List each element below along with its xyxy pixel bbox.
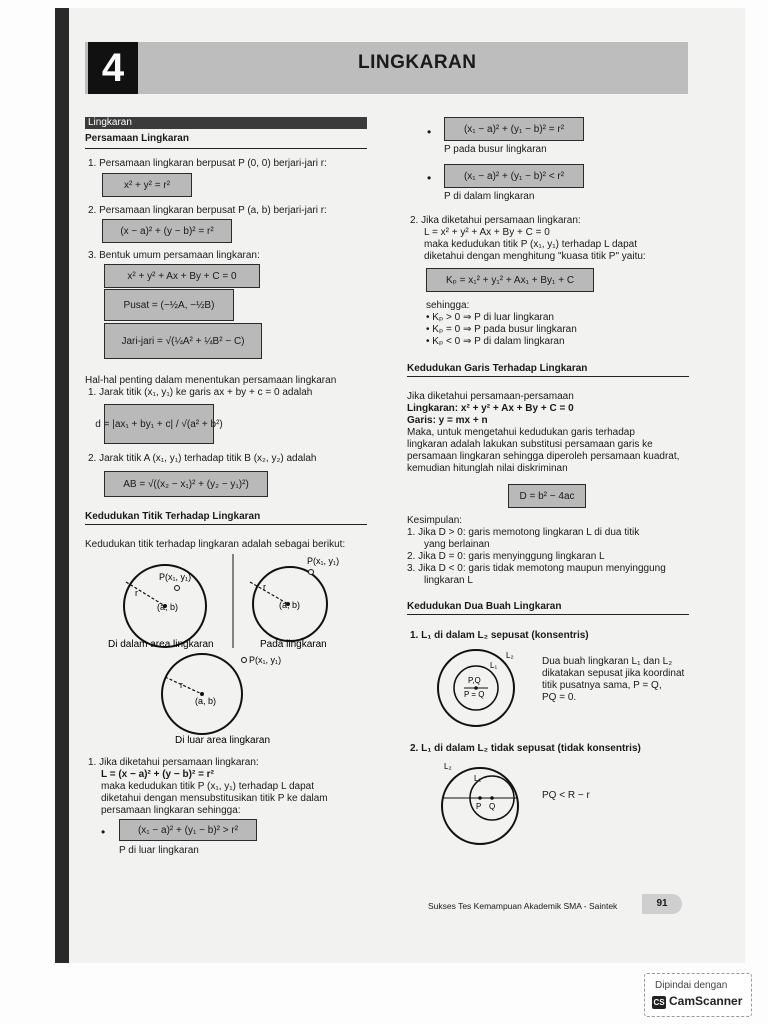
section-title-garis: Kedudukan Garis Terhadap Lingkaran xyxy=(407,363,588,374)
formula-text: (x₁ − a)² + (y₁ − b)² < r² xyxy=(463,170,565,182)
camscanner-logo-icon: CS xyxy=(653,998,665,1007)
pts2-desc1: maka kedudukan titik P (x₁, y₁) terhadap L dapat xyxy=(424,239,637,250)
formula-text: (x₁ − a)² + (y₁ − b)² = r² xyxy=(463,123,565,135)
kp-3: • Kₚ < 0 ⇒ P di dalam lingkaran xyxy=(426,336,565,347)
kp-2: • Kₚ = 0 ⇒ P pada busur lingkaran xyxy=(426,324,577,335)
chapter-title: LINGKARAN xyxy=(358,52,477,73)
pq-label: P,Q xyxy=(468,676,481,685)
chapter-number: 4 xyxy=(88,42,138,94)
point-position-diagram xyxy=(85,552,367,752)
point-p xyxy=(242,658,247,663)
formula-text: x² + y² + Ax + By + C = 0 xyxy=(127,270,237,282)
formula-text: Pusat = (−½A, −½B) xyxy=(123,299,215,311)
garis-desc1: Maka, untuk mengetahui kedudukan garis terhadap xyxy=(407,427,635,438)
q-label: Q xyxy=(489,802,496,811)
kp-1: • Kₚ > 0 ⇒ P di luar lingkaran xyxy=(426,312,554,323)
kesimpulan-3b: lingkaran L xyxy=(424,575,473,586)
pts1-eq: L = (x − a)² + (y − b)² = r² xyxy=(101,769,214,780)
page-spine xyxy=(55,8,69,963)
bullet: • xyxy=(427,171,432,185)
r-label: r xyxy=(180,680,183,690)
garis-desc2: lingkaran adalah lakukan substitusi persamaan garis ke xyxy=(407,439,653,450)
pts1-text: 1. Jika diketahui persamaan lingkaran: xyxy=(88,757,259,768)
bullet: • xyxy=(101,825,106,839)
bullet-on-caption: P pada busur lingkaran xyxy=(444,144,547,155)
hal-2-text: 2. Jarak titik A (x₁, y₁) terhadap titik B (x₂, y₂) adalah xyxy=(88,453,317,464)
page-number: 91 xyxy=(642,894,682,914)
garis-intro: Jika diketahui persamaan-persamaan xyxy=(407,391,574,402)
l1-label: L₁ xyxy=(474,774,482,783)
titik-intro: Kedudukan titik terhadap lingkaran adalah sebagai berikut: xyxy=(85,539,346,550)
hal-penting-text: Hal-hal penting dalam menentukan persamaan lingkaran xyxy=(85,375,337,386)
kesimpulan-2: 2. Jika D = 0: garis menyinggung lingkaran L xyxy=(407,551,605,562)
kesimpulan-1b: yang berlainan xyxy=(424,539,490,550)
section-bar xyxy=(85,117,367,129)
formula-box xyxy=(508,484,586,508)
item-3-text: 3. Bentuk umum persamaan lingkaran: xyxy=(88,250,260,261)
garis-garis: Garis: y = mx + n xyxy=(407,415,488,426)
pts1-desc3: persamaan lingkaran sehingga: xyxy=(101,805,241,816)
concentric-circles-diagram xyxy=(430,646,530,736)
pts1-desc1: maka kedudukan titik P (x₁, y₁) terhadap L dapat xyxy=(101,781,314,792)
dua-2-title: 2. L₁ di dalam L₂ tidak sepusat (tidak konsentris) xyxy=(410,743,641,754)
section-title-persamaan: Persamaan Lingkaran xyxy=(85,133,189,144)
formula-box xyxy=(444,164,584,188)
dua-1-desc2: dikatakan sepusat jika koordinat xyxy=(542,668,685,679)
dua-1-title: 1. L₁ di dalam L₂ sepusat (konsentris) xyxy=(410,630,589,641)
pts2-desc2: diketahui dengan menghitung "kuasa titik P" yaitu: xyxy=(424,251,646,262)
divider xyxy=(85,524,367,525)
stamp-line1: Dipindai dengan xyxy=(655,980,728,991)
garis-lingkaran: Lingkaran: x² + y² + Ax + By + C = 0 xyxy=(407,403,574,414)
divider xyxy=(85,148,367,149)
center-label: (a, b) xyxy=(279,600,301,610)
point-q xyxy=(490,796,494,800)
r-label: r xyxy=(263,582,266,592)
formula-box xyxy=(95,404,223,444)
dua-1-desc4: PQ = 0. xyxy=(542,692,577,703)
point-p xyxy=(478,796,482,800)
peq-label: P = Q xyxy=(464,690,485,699)
garis-desc3: persamaan lingkaran sehingga diperoleh persamaan kuadrat, xyxy=(407,451,680,462)
caption-outside: Di luar area lingkaran xyxy=(175,735,271,746)
pts2-eq: L = x² + y² + Ax + By + C = 0 xyxy=(424,227,550,238)
center-label: (a, b) xyxy=(157,602,179,612)
radius-line xyxy=(165,677,202,694)
camscanner-stamp xyxy=(644,973,752,1017)
formula-text: Jari-jari = √(¼A² + ¼B² − C) xyxy=(121,335,245,347)
center-label: (a, b) xyxy=(195,696,217,706)
bullet-in-caption: P di dalam lingkaran xyxy=(444,191,535,202)
caption-inside: Di dalam area lingkaran xyxy=(108,639,214,650)
l2-label: L₂ xyxy=(444,762,452,771)
p-label: P(x₁, y₁) xyxy=(307,556,340,566)
point-p xyxy=(175,586,180,591)
pts1-desc2: diketahui dengan mensubstitusikan titik P ke dalam xyxy=(101,793,328,804)
formula-text: (x − a)² + (y − b)² = r² xyxy=(120,225,214,237)
item-2-text: 2. Persamaan lingkaran berpusat P (a, b) berjari-jari r: xyxy=(88,205,327,216)
stamp-brand: CamScanner xyxy=(669,994,743,1008)
formula-box xyxy=(104,264,260,288)
kp-1-text: Kₚ > 0 ⇒ P di luar lingkaran xyxy=(432,312,554,323)
section-title-titik: Kedudukan Titik Terhadap Lingkaran xyxy=(85,511,261,522)
footer-text: Sukses Tes Kemampuan Akademik SMA - Saintek xyxy=(428,901,618,911)
formula-text: D = b² − 4ac xyxy=(519,490,575,502)
formula-box xyxy=(102,173,192,197)
bullet-out-caption: P di luar lingkaran xyxy=(119,845,199,856)
sehingga-text: sehingga: xyxy=(426,300,470,311)
dua-1-desc3: titik pusatnya sama, P = Q, xyxy=(542,680,662,691)
kesimpulan-1a: 1. Jika D > 0: garis memotong lingkaran L di dua titik xyxy=(407,527,640,538)
hal-1-text: 1. Jarak titik (x₁, y₁) ke garis ax + by + c = 0 adalah xyxy=(88,387,313,398)
point-p xyxy=(309,570,314,575)
formula-box xyxy=(119,819,257,841)
formula-text: d = |ax₁ + by₁ + c| / √(a² + b²) xyxy=(95,418,223,430)
kp-3-text: Kₚ < 0 ⇒ P di dalam lingkaran xyxy=(432,336,565,347)
formula-text: AB = √((x₂ − x₁)² + (y₂ − y₁)²) xyxy=(123,478,249,490)
p-label: P xyxy=(476,802,482,811)
section-bar-label: Lingkaran xyxy=(88,117,132,128)
formula-box xyxy=(444,117,584,141)
dua-1-desc1: Dua buah lingkaran L₁ dan L₂ xyxy=(542,656,673,667)
bullet: • xyxy=(427,125,432,139)
divider xyxy=(407,614,689,615)
l2-label: L₂ xyxy=(506,651,514,660)
divider xyxy=(407,376,689,377)
formula-text: Kₚ = x₁² + y₁² + Ax₁ + By₁ + C xyxy=(445,274,575,286)
section-title-dua: Kedudukan Dua Buah Lingkaran xyxy=(407,601,562,612)
formula-box xyxy=(104,323,262,359)
formula-box xyxy=(104,289,234,321)
caption-on: Pada lingkaran xyxy=(260,639,327,650)
garis-desc4: kemudian hitunglah nilai diskriminan xyxy=(407,463,568,474)
dua-2-formula: PQ < R − r xyxy=(542,790,590,801)
kesimpulan-3a: 3. Jika D < 0: garis tidak memotong maupun menyinggung xyxy=(407,563,666,574)
formula-box xyxy=(104,471,268,497)
formula-text: x² + y² = r² xyxy=(123,179,171,191)
formula-text: (x₁ − a)² + (y₁ − b)² > r² xyxy=(137,824,239,836)
kp-2-text: Kₚ = 0 ⇒ P pada busur lingkaran xyxy=(432,324,577,335)
p-label: P(x₁, y₁) xyxy=(249,655,282,665)
p-label: P(x₁, y₁) xyxy=(159,572,192,582)
pts2-text: 2. Jika diketahui persamaan lingkaran: xyxy=(410,215,581,226)
r-label: r xyxy=(135,588,138,598)
formula-box xyxy=(102,219,232,243)
item-1-text: 1. Persamaan lingkaran berpusat P (0, 0) berjari-jari r: xyxy=(88,158,327,169)
non-concentric-circles-diagram xyxy=(430,758,540,848)
l1-label: L₁ xyxy=(490,661,498,670)
formula-box xyxy=(426,268,594,292)
kesimpulan-label: Kesimpulan: xyxy=(407,515,463,526)
